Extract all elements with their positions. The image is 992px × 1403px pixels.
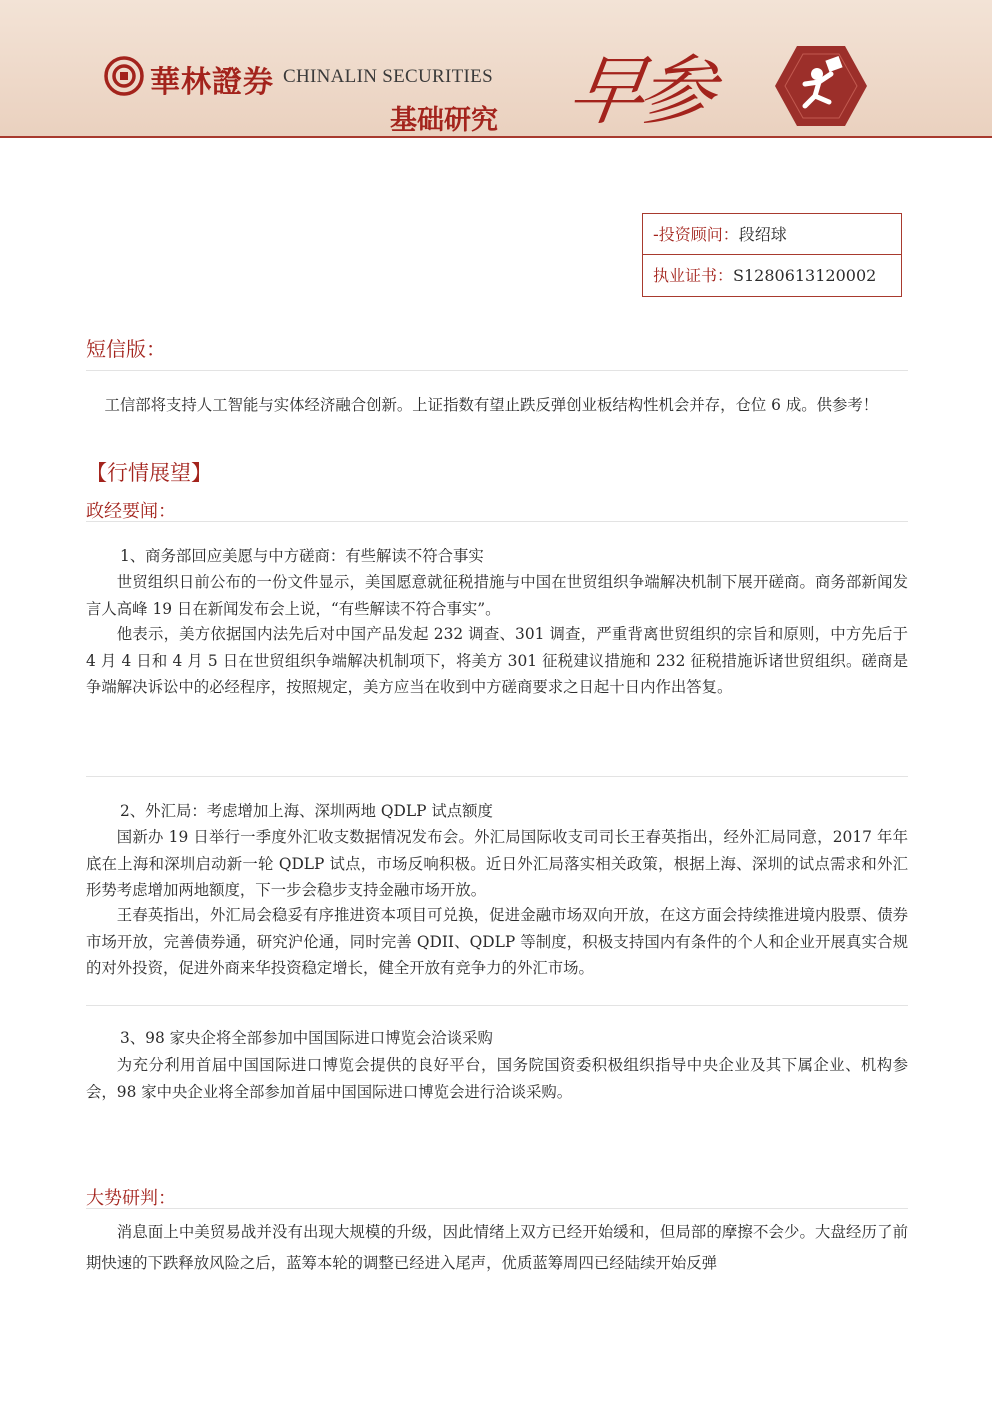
certificate-row bbox=[643, 255, 901, 296]
running-figure-badge-icon bbox=[775, 44, 867, 128]
outlook-section-title: 【行情展望】 bbox=[86, 461, 212, 485]
sms-section-title: 短信版： bbox=[86, 337, 166, 361]
news-item-title: 1、商务部回应美愿与中方磋商：有些解读不符合事实 bbox=[120, 547, 484, 565]
news-item-title: 2、外汇局：考虑增加上海、深圳两地 QDLP 试点额度 bbox=[120, 802, 493, 820]
news-paragraph: 王春英指出，外汇局会稳妥有序推进资本项目可兑换，促进金融市场双向开放，在这方面会持续推进境内股票、债券市场开放，完善债券通，研究沪伦通，同时完善 QDII、QDLP 等制度，积极支持国内有条件的个人和企业开展真实合规的对外投资，促进外商来华投资稳定增长，健全开放有竞争力的外汇市场。 bbox=[86, 906, 908, 977]
divider bbox=[86, 776, 908, 777]
divider bbox=[86, 1005, 908, 1006]
advisor-row bbox=[643, 214, 901, 255]
divider bbox=[86, 370, 908, 371]
report-category: 基础研究 bbox=[390, 105, 498, 136]
advisor-label: -投资顾问： bbox=[653, 225, 739, 244]
news-paragraph: 他表示，美方依据国内法先后对中国产品发起 232 调查、301 调查，严重背离世贸组织的宗旨和原则，中方先后于 4 月 4 日和 4 月 5 日在世贸组织争端解决机制项下，将美方 301 征税建议措施和 232 征税措施诉诸世贸组织。磋商是争端解决诉讼中的必经程序，按照规定，美方应当在收到中方磋商要求之日起十日内作出答复。 bbox=[86, 625, 908, 696]
divider bbox=[86, 521, 908, 522]
advisor-name: 段绍球 bbox=[738, 225, 787, 244]
sms-body: 工信部将支持人工智能与实体经济融合创新。上证指数有望止跌反弹创业板结构性机会并存，仓位 6 成。供参考！ bbox=[104, 396, 879, 414]
certificate-number: S1280613120002 bbox=[733, 266, 877, 285]
trend-paragraph: 消息面上中美贸易战并没有出现大规模的升级，因此情绪上双方已经开始缓和，但局部的摩擦不会少。大盘经历了前期快速的下跌释放风险之后，蓝筹本轮的调整已经进入尾声，优质蓝筹周四已经陆续开始反弹 bbox=[86, 1223, 908, 1272]
chinalin-logo-icon bbox=[104, 56, 144, 96]
news-paragraph: 世贸组织日前公布的一份文件显示，美国愿意就征税措施与中国在世贸组织争端解决机制下展开磋商。商务部新闻发言人高峰 19 日在新闻发布会上说，“有些解读不符合事实”。 bbox=[86, 573, 908, 618]
news-section-title: 政经要闻： bbox=[86, 501, 176, 522]
report-title: 早参 bbox=[562, 46, 716, 135]
advisor-info-box bbox=[642, 213, 902, 297]
news-item-title: 3、98 家央企将全部参加中国国际进口博览会洽谈采购 bbox=[120, 1029, 493, 1047]
certificate-label: 执业证书： bbox=[653, 266, 734, 285]
brand-name-cn: 華林證券 bbox=[150, 65, 274, 100]
brand-name-en: CHINALIN SECURITIES bbox=[283, 66, 493, 87]
news-paragraph: 国新办 19 日举行一季度外汇收支数据情况发布会。外汇局国际收支司司长王春英指出，经外汇局同意，2017 年年底在上海和深圳启动新一轮 QDLP 试点，市场反响积极。近日外汇局落实相关政策，根据上海、深圳的试点需求和外汇形势考虑增加两地额度，下一步会稳步支持金融市场开放。 bbox=[86, 828, 908, 899]
trend-section-title: 大势研判： bbox=[86, 1188, 176, 1209]
divider bbox=[86, 1208, 908, 1209]
news-paragraph: 为充分利用首届中国国际进口博览会提供的良好平台，国务院国资委积极组织指导中央企业及其下属企业、机构参会，98 家中央企业将全部参加首届中国国际进口博览会进行洽谈采购。 bbox=[86, 1056, 908, 1101]
